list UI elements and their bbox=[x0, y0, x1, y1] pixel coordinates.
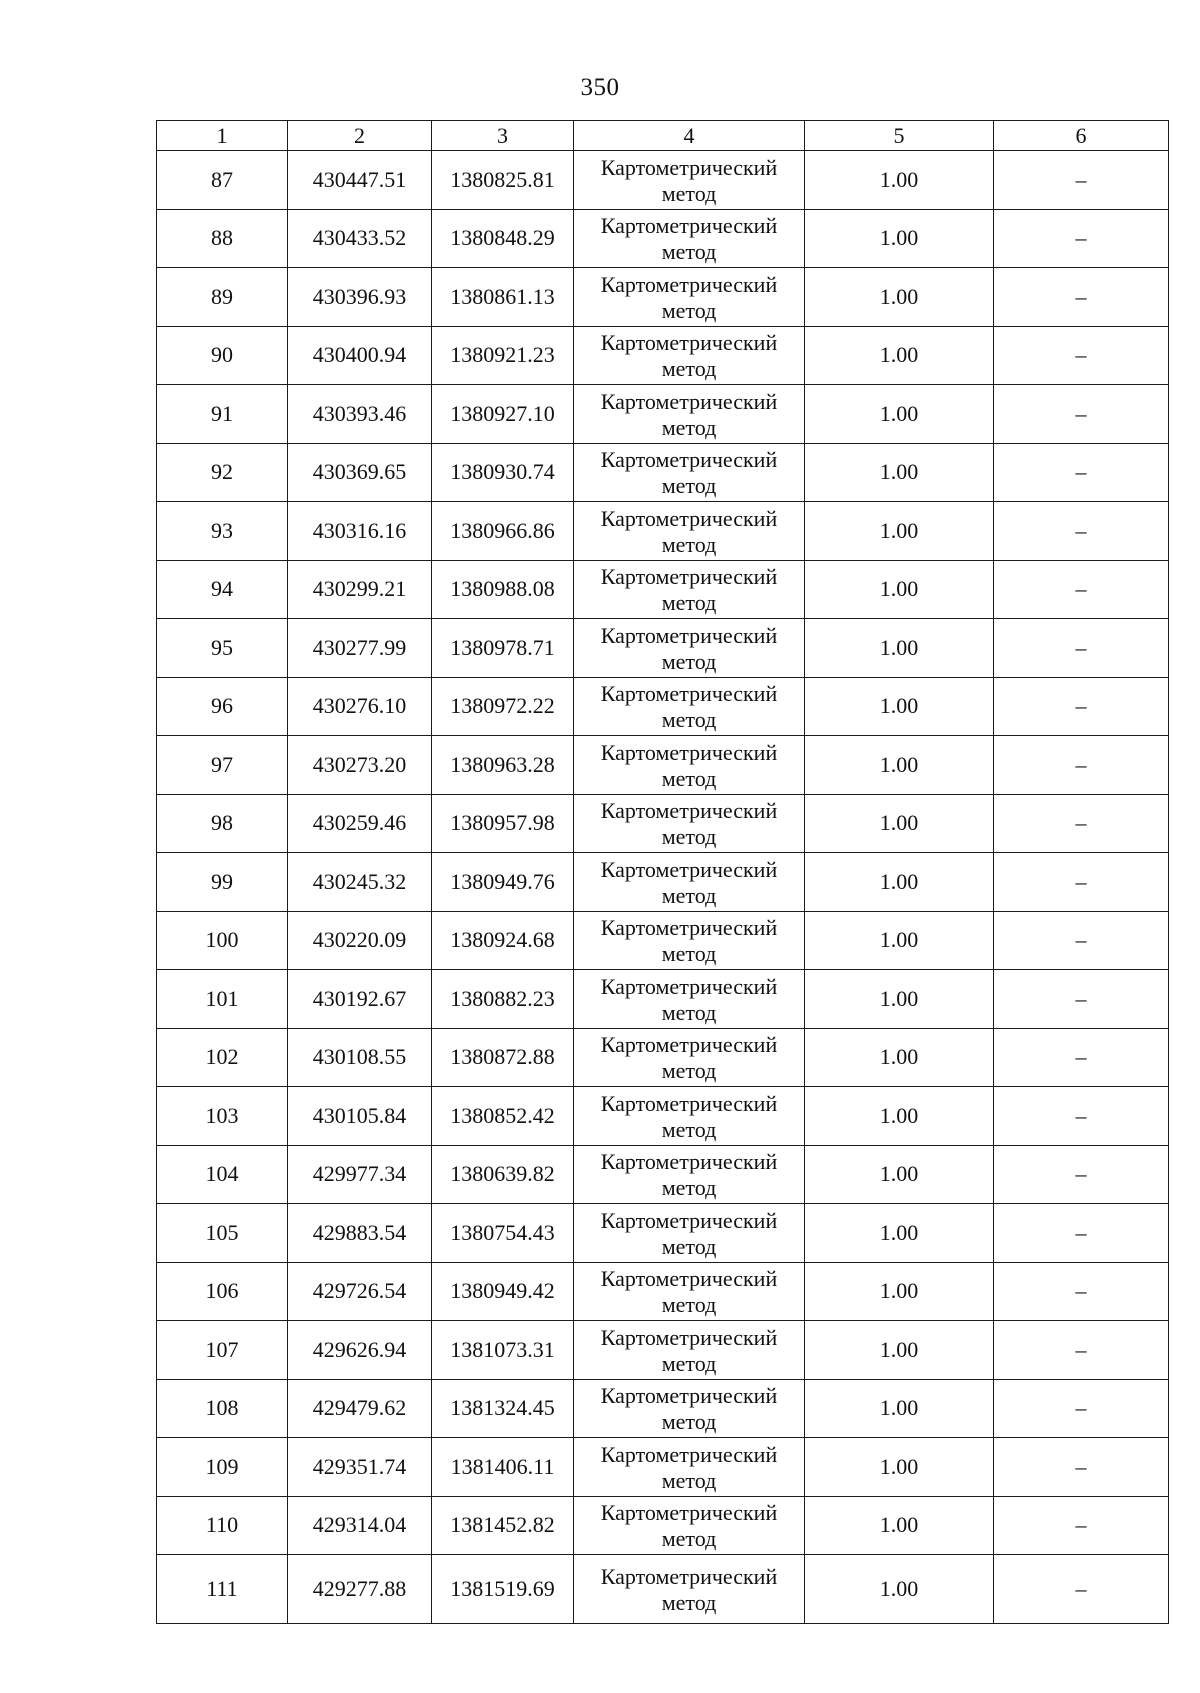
method-line-1: Картометрический bbox=[600, 1324, 778, 1350]
coord-x: 430277.99 bbox=[288, 619, 432, 678]
method-line-2: метод bbox=[661, 239, 717, 265]
table-row bbox=[157, 1087, 1169, 1146]
table-row bbox=[157, 209, 1169, 268]
method-line-1: Картометрический bbox=[600, 505, 778, 531]
accuracy: 1.00 bbox=[805, 326, 994, 385]
point-number: 102 bbox=[157, 1028, 288, 1087]
coord-y: 1380963.28 bbox=[432, 736, 574, 795]
method-line-2: метод bbox=[661, 297, 717, 323]
note-dash: – bbox=[994, 1087, 1169, 1146]
point-number: 95 bbox=[157, 619, 288, 678]
point-number: 109 bbox=[157, 1438, 288, 1497]
method-cell bbox=[574, 1028, 805, 1087]
note-dash: – bbox=[994, 209, 1169, 268]
table-body bbox=[157, 151, 1169, 1624]
method-cell bbox=[574, 502, 805, 561]
method-line-1: Картометрический bbox=[600, 1032, 778, 1058]
coord-y: 1381073.31 bbox=[432, 1321, 574, 1380]
method-cell bbox=[574, 268, 805, 327]
coord-y: 1381519.69 bbox=[432, 1555, 574, 1624]
point-number: 97 bbox=[157, 736, 288, 795]
method-line-2: метод bbox=[661, 1058, 717, 1084]
coord-y: 1380852.42 bbox=[432, 1087, 574, 1146]
note-dash: – bbox=[994, 1438, 1169, 1497]
method-line-2: метод bbox=[661, 882, 717, 908]
method-cell bbox=[574, 736, 805, 795]
table-header bbox=[157, 121, 1169, 151]
table-row bbox=[157, 385, 1169, 444]
table-row bbox=[157, 1204, 1169, 1263]
table-row bbox=[157, 268, 1169, 327]
table-row bbox=[157, 1496, 1169, 1555]
method-line-1: Картометрический bbox=[600, 622, 778, 648]
note-dash: – bbox=[994, 677, 1169, 736]
coord-x: 430400.94 bbox=[288, 326, 432, 385]
method-line-2: метод bbox=[661, 531, 717, 557]
method-line-1: Картометрический bbox=[600, 739, 778, 765]
method-cell bbox=[574, 1555, 805, 1624]
note-dash: – bbox=[994, 853, 1169, 912]
coord-y: 1381452.82 bbox=[432, 1496, 574, 1555]
coord-x: 429726.54 bbox=[288, 1262, 432, 1321]
coord-x: 429626.94 bbox=[288, 1321, 432, 1380]
point-number: 98 bbox=[157, 794, 288, 853]
coord-y: 1380972.22 bbox=[432, 677, 574, 736]
note-dash: – bbox=[994, 385, 1169, 444]
table-row bbox=[157, 1555, 1169, 1624]
accuracy: 1.00 bbox=[805, 560, 994, 619]
point-number: 92 bbox=[157, 443, 288, 502]
coord-x: 430447.51 bbox=[288, 151, 432, 210]
method-line-2: метод bbox=[661, 1409, 717, 1435]
accuracy: 1.00 bbox=[805, 151, 994, 210]
accuracy: 1.00 bbox=[805, 911, 994, 970]
accuracy: 1.00 bbox=[805, 853, 994, 912]
coord-y: 1380957.98 bbox=[432, 794, 574, 853]
coord-y: 1380861.13 bbox=[432, 268, 574, 327]
coord-x: 430192.67 bbox=[288, 970, 432, 1029]
method-line-2: метод bbox=[661, 356, 717, 382]
coord-x: 429479.62 bbox=[288, 1379, 432, 1438]
accuracy: 1.00 bbox=[805, 502, 994, 561]
point-number: 110 bbox=[157, 1496, 288, 1555]
method-line-1: Картометрический bbox=[600, 1500, 778, 1526]
method-line-1: Картометрический bbox=[600, 1149, 778, 1175]
method-line-2: метод bbox=[661, 1526, 717, 1552]
point-number: 89 bbox=[157, 268, 288, 327]
accuracy: 1.00 bbox=[805, 1321, 994, 1380]
point-number: 93 bbox=[157, 502, 288, 561]
method-line-2: метод bbox=[661, 824, 717, 850]
table-row bbox=[157, 151, 1169, 210]
table-row bbox=[157, 502, 1169, 561]
header-row bbox=[157, 121, 1169, 151]
method-line-2: метод bbox=[661, 414, 717, 440]
coord-y: 1380930.74 bbox=[432, 443, 574, 502]
method-line-2: метод bbox=[661, 1175, 717, 1201]
method-cell bbox=[574, 794, 805, 853]
coord-x: 430220.09 bbox=[288, 911, 432, 970]
point-number: 88 bbox=[157, 209, 288, 268]
note-dash: – bbox=[994, 970, 1169, 1029]
table-row bbox=[157, 443, 1169, 502]
note-dash: – bbox=[994, 1145, 1169, 1204]
note-dash: – bbox=[994, 619, 1169, 678]
method-line-2: метод bbox=[661, 765, 717, 791]
accuracy: 1.00 bbox=[805, 268, 994, 327]
coord-x: 430273.20 bbox=[288, 736, 432, 795]
method-cell bbox=[574, 443, 805, 502]
method-cell bbox=[574, 1496, 805, 1555]
method-line-1: Картометрический bbox=[600, 973, 778, 999]
coord-x: 430108.55 bbox=[288, 1028, 432, 1087]
accuracy: 1.00 bbox=[805, 1204, 994, 1263]
coord-y: 1380872.88 bbox=[432, 1028, 574, 1087]
method-line-1: Картометрический bbox=[600, 798, 778, 824]
method-line-1: Картометрический bbox=[600, 447, 778, 473]
coord-x: 430393.46 bbox=[288, 385, 432, 444]
note-dash: – bbox=[994, 268, 1169, 327]
note-dash: – bbox=[994, 911, 1169, 970]
method-cell bbox=[574, 970, 805, 1029]
method-line-2: метод bbox=[661, 707, 717, 733]
method-cell bbox=[574, 1087, 805, 1146]
method-line-2: метод bbox=[661, 1233, 717, 1259]
table-row bbox=[157, 1321, 1169, 1380]
method-line-2: метод bbox=[661, 473, 717, 499]
header-col-4: 4 bbox=[574, 121, 805, 151]
table-row bbox=[157, 853, 1169, 912]
coord-x: 430433.52 bbox=[288, 209, 432, 268]
point-number: 87 bbox=[157, 151, 288, 210]
note-dash: – bbox=[994, 1262, 1169, 1321]
table-row bbox=[157, 560, 1169, 619]
coord-x: 430396.93 bbox=[288, 268, 432, 327]
table-row bbox=[157, 326, 1169, 385]
note-dash: – bbox=[994, 736, 1169, 795]
table-row bbox=[157, 1438, 1169, 1497]
coord-x: 430369.65 bbox=[288, 443, 432, 502]
table-row bbox=[157, 677, 1169, 736]
method-cell bbox=[574, 326, 805, 385]
accuracy: 1.00 bbox=[805, 209, 994, 268]
coord-y: 1381324.45 bbox=[432, 1379, 574, 1438]
note-dash: – bbox=[994, 151, 1169, 210]
method-cell bbox=[574, 853, 805, 912]
method-line-1: Картометрический bbox=[600, 564, 778, 590]
accuracy: 1.00 bbox=[805, 1555, 994, 1624]
coord-x: 430105.84 bbox=[288, 1087, 432, 1146]
method-cell bbox=[574, 560, 805, 619]
table-row bbox=[157, 911, 1169, 970]
method-line-2: метод bbox=[661, 180, 717, 206]
point-number: 103 bbox=[157, 1087, 288, 1146]
point-number: 94 bbox=[157, 560, 288, 619]
table-row bbox=[157, 1028, 1169, 1087]
note-dash: – bbox=[994, 1204, 1169, 1263]
method-cell bbox=[574, 1262, 805, 1321]
method-cell bbox=[574, 151, 805, 210]
note-dash: – bbox=[994, 443, 1169, 502]
note-dash: – bbox=[994, 1379, 1169, 1438]
method-line-1: Картометрический bbox=[600, 915, 778, 941]
method-line-2: метод bbox=[661, 999, 717, 1025]
method-cell bbox=[574, 1204, 805, 1263]
header-col-3: 3 bbox=[432, 121, 574, 151]
method-line-1: Картометрический bbox=[600, 681, 778, 707]
method-line-1: Картометрический bbox=[600, 856, 778, 882]
coord-x: 429977.34 bbox=[288, 1145, 432, 1204]
page-number: 350 bbox=[580, 74, 620, 101]
point-number: 105 bbox=[157, 1204, 288, 1263]
coord-x: 429883.54 bbox=[288, 1204, 432, 1263]
method-cell bbox=[574, 1145, 805, 1204]
method-line-1: Картометрический bbox=[600, 1441, 778, 1467]
method-line-1: Картометрический bbox=[600, 1090, 778, 1116]
coord-x: 429277.88 bbox=[288, 1555, 432, 1624]
method-line-2: метод bbox=[661, 1350, 717, 1376]
note-dash: – bbox=[994, 326, 1169, 385]
method-cell bbox=[574, 209, 805, 268]
accuracy: 1.00 bbox=[805, 1087, 994, 1146]
method-line-1: Картометрический bbox=[600, 1383, 778, 1409]
header-col-2: 2 bbox=[288, 121, 432, 151]
point-number: 106 bbox=[157, 1262, 288, 1321]
accuracy: 1.00 bbox=[805, 677, 994, 736]
coord-y: 1381406.11 bbox=[432, 1438, 574, 1497]
note-dash: – bbox=[994, 794, 1169, 853]
table-row bbox=[157, 1379, 1169, 1438]
method-cell bbox=[574, 619, 805, 678]
method-cell bbox=[574, 1438, 805, 1497]
method-line-1: Картометрический bbox=[600, 330, 778, 356]
accuracy: 1.00 bbox=[805, 1379, 994, 1438]
point-number: 99 bbox=[157, 853, 288, 912]
table-row bbox=[157, 619, 1169, 678]
accuracy: 1.00 bbox=[805, 443, 994, 502]
accuracy: 1.00 bbox=[805, 1145, 994, 1204]
method-line-2: метод bbox=[661, 1292, 717, 1318]
coord-x: 430259.46 bbox=[288, 794, 432, 853]
method-line-1: Картометрический bbox=[600, 1207, 778, 1233]
coord-x: 430245.32 bbox=[288, 853, 432, 912]
note-dash: – bbox=[994, 1555, 1169, 1624]
note-dash: – bbox=[994, 1028, 1169, 1087]
coord-x: 430316.16 bbox=[288, 502, 432, 561]
method-cell bbox=[574, 1321, 805, 1380]
note-dash: – bbox=[994, 1496, 1169, 1555]
accuracy: 1.00 bbox=[805, 736, 994, 795]
method-line-2: метод bbox=[661, 648, 717, 674]
coord-x: 429351.74 bbox=[288, 1438, 432, 1497]
coord-x: 430299.21 bbox=[288, 560, 432, 619]
accuracy: 1.00 bbox=[805, 1438, 994, 1497]
coord-y: 1380825.81 bbox=[432, 151, 574, 210]
accuracy: 1.00 bbox=[805, 794, 994, 853]
point-number: 96 bbox=[157, 677, 288, 736]
coord-y: 1380949.76 bbox=[432, 853, 574, 912]
header-col-5: 5 bbox=[805, 121, 994, 151]
method-line-2: метод bbox=[661, 1590, 717, 1615]
accuracy: 1.00 bbox=[805, 1496, 994, 1555]
method-line-2: метод bbox=[661, 590, 717, 616]
accuracy: 1.00 bbox=[805, 1028, 994, 1087]
method-cell bbox=[574, 677, 805, 736]
table-row bbox=[157, 794, 1169, 853]
coord-y: 1380754.43 bbox=[432, 1204, 574, 1263]
header-col-1: 1 bbox=[157, 121, 288, 151]
point-number: 108 bbox=[157, 1379, 288, 1438]
header-col-6: 6 bbox=[994, 121, 1169, 151]
coord-y: 1380966.86 bbox=[432, 502, 574, 561]
accuracy: 1.00 bbox=[805, 970, 994, 1029]
point-number: 91 bbox=[157, 385, 288, 444]
note-dash: – bbox=[994, 502, 1169, 561]
method-cell bbox=[574, 385, 805, 444]
coord-x: 430276.10 bbox=[288, 677, 432, 736]
table-row bbox=[157, 1145, 1169, 1204]
method-cell bbox=[574, 1379, 805, 1438]
coord-y: 1380921.23 bbox=[432, 326, 574, 385]
coord-y: 1380949.42 bbox=[432, 1262, 574, 1321]
point-number: 90 bbox=[157, 326, 288, 385]
coord-x: 429314.04 bbox=[288, 1496, 432, 1555]
point-number: 111 bbox=[157, 1555, 288, 1624]
coord-y: 1380882.23 bbox=[432, 970, 574, 1029]
method-line-1: Картометрический bbox=[600, 213, 778, 239]
method-line-1: Картометрический bbox=[600, 1564, 778, 1589]
accuracy: 1.00 bbox=[805, 1262, 994, 1321]
method-line-1: Картометрический bbox=[600, 154, 778, 180]
table-row bbox=[157, 736, 1169, 795]
note-dash: – bbox=[994, 560, 1169, 619]
coord-y: 1380848.29 bbox=[432, 209, 574, 268]
method-line-2: метод bbox=[661, 1467, 717, 1493]
table-row bbox=[157, 1262, 1169, 1321]
point-number: 101 bbox=[157, 970, 288, 1029]
coord-y: 1380639.82 bbox=[432, 1145, 574, 1204]
point-number: 107 bbox=[157, 1321, 288, 1380]
accuracy: 1.00 bbox=[805, 385, 994, 444]
coord-y: 1380924.68 bbox=[432, 911, 574, 970]
coord-y: 1380988.08 bbox=[432, 560, 574, 619]
method-line-2: метод bbox=[661, 941, 717, 967]
point-number: 100 bbox=[157, 911, 288, 970]
method-line-2: метод bbox=[661, 1116, 717, 1142]
method-line-1: Картометрический bbox=[600, 271, 778, 297]
coordinates-table bbox=[156, 120, 1169, 1624]
note-dash: – bbox=[994, 1321, 1169, 1380]
coord-y: 1380927.10 bbox=[432, 385, 574, 444]
method-line-1: Картометрический bbox=[600, 388, 778, 414]
table-row bbox=[157, 970, 1169, 1029]
accuracy: 1.00 bbox=[805, 619, 994, 678]
coord-y: 1380978.71 bbox=[432, 619, 574, 678]
point-number: 104 bbox=[157, 1145, 288, 1204]
method-line-1: Картометрический bbox=[600, 1266, 778, 1292]
method-cell bbox=[574, 911, 805, 970]
